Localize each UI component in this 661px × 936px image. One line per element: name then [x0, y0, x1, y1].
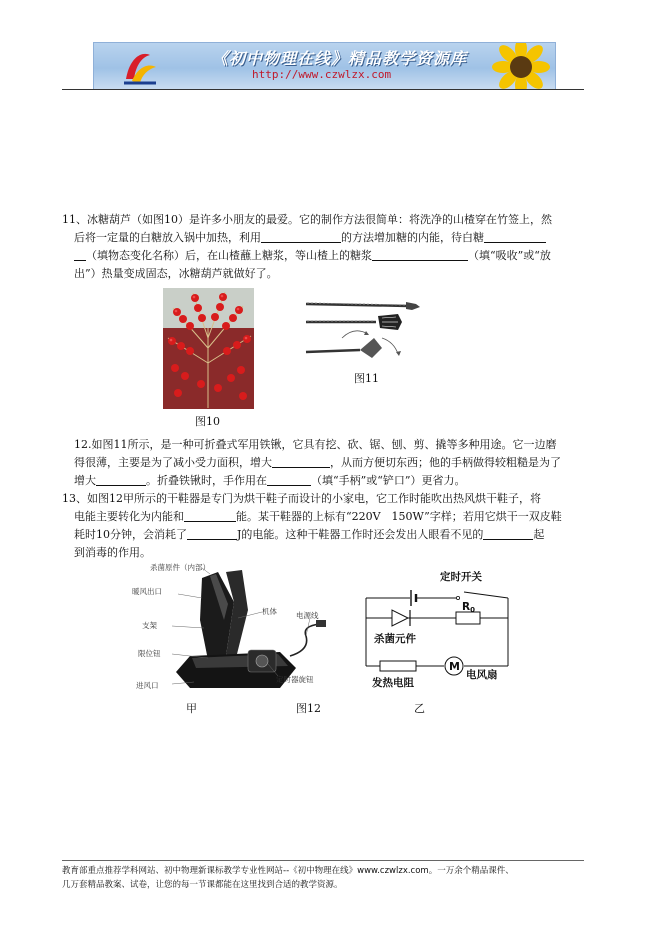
label-fan: 电风扇 — [466, 669, 498, 681]
label-limit: 限位钮 — [138, 649, 161, 658]
fig11-folding-shovel-diagram — [302, 298, 424, 368]
q13-blank1[interactable] — [184, 509, 236, 522]
label-heater: 发热电阻 — [372, 677, 414, 689]
fig12a-caption: 甲 — [186, 702, 197, 715]
q13-blank2[interactable] — [187, 527, 237, 540]
label-r0: R0 — [462, 601, 475, 614]
footer-line1: 教育部重点推荐学科网站、初中物理新课标教学专业性网站--《初中物理在线》www.czwlzx.com。一万余个精品课件、 — [62, 866, 514, 876]
q13-blank3[interactable] — [483, 527, 533, 540]
site-logo-icon — [120, 47, 160, 87]
footer-line2: 几万套精品教案、试卷，让您的每一节课都能在这里找到合适的教学资源。 — [62, 880, 343, 890]
q11-line2: 后将一定量的白糖放入锅中加热，利用 的方法增加糖的内能，待白糖 — [74, 229, 546, 247]
heater-resistor — [380, 661, 416, 671]
label-timer-knob: 定时器旋钮 — [276, 675, 314, 684]
fig11-caption: 图11 — [354, 372, 379, 385]
label-timer-switch: 定时开关 — [440, 571, 482, 583]
diode-symbol — [392, 610, 408, 626]
q13-line2: 电能主要转化为内能和 能。某干鞋器的上标有“220V 150W”字样；若用它烘干一双皮鞋 — [74, 510, 562, 523]
q12-line2: 得很薄，主要是为了减小受力面积，增大 ，从而方便切东西；他的手柄做得较粗糙是为了 — [74, 456, 561, 469]
q11-line4: 出”）热量变成固态，冰糖葫芦就做好了。 — [74, 267, 278, 280]
q11-line3: （填物态变化名称）后，在山楂蘸上糖浆，等山楂上的糖浆 （填“吸收”或“放 — [74, 247, 551, 265]
q12-line1: 12.如图11所示，是一种可折叠式军用铁锹，它具有挖、砍、锯、刨、剪、撬等多种用途。它一边磨 — [74, 438, 557, 451]
q12-blank2[interactable] — [96, 473, 146, 486]
motor-label: M — [449, 660, 460, 673]
q11-blank2b[interactable] — [74, 248, 86, 261]
fig12b-caption: 乙 — [414, 702, 425, 715]
q12-blank3[interactable] — [267, 473, 311, 486]
resistor-r0 — [456, 612, 480, 624]
label-sterilize-element: 杀菌元件 — [374, 633, 416, 645]
label-body: 机体 — [262, 607, 277, 616]
label-outlet: 暖风出口 — [132, 587, 162, 596]
header-rule — [62, 89, 584, 90]
footer-text — [62, 864, 514, 892]
q11-blank3[interactable] — [372, 248, 468, 261]
q12-blank1[interactable] — [272, 455, 330, 468]
banner-url[interactable]: http://www.czwlzx.com — [252, 68, 392, 81]
switch-contact — [456, 596, 459, 599]
fig10-caption: 图10 — [195, 415, 220, 428]
q11-line1: 11、冰糖葫芦（如图10）是许多小朋友的最爱。它的制作方法很简单：将洗净的山楂穿在竹签上，然 — [62, 213, 552, 226]
q11-blank2a[interactable] — [484, 230, 546, 243]
fig12a-shoe-dryer-photo — [130, 560, 350, 695]
q13-line4: 到消毒的作用。 — [74, 546, 151, 559]
q13-line1: 13、如图12甲所示的干鞋器是专门为烘干鞋子而设计的小家电，它工作时能吹出热风烘干鞋子，将 — [62, 492, 541, 505]
sunflower-icon — [491, 42, 551, 90]
q13-line3: 耗时10分钟，会消耗了 J的电能。这种干鞋器工作时还会发出人眼看不见的 起 — [74, 528, 545, 541]
banner-title: 《初中物理在线》精品教学资源库 — [212, 49, 468, 68]
q12-line3: 增大 。折叠铁锹时，手作用在 （填“手柄”或“铲口”）更省力。 — [74, 474, 466, 487]
fig12b-circuit-diagram — [360, 566, 520, 690]
fig10-candied-haws-photo — [163, 288, 254, 409]
label-cord: 电源线 — [296, 611, 319, 620]
fig12-caption: 图12 — [296, 702, 321, 715]
q11-blank1[interactable] — [261, 230, 341, 243]
label-sterilizer: 杀菌原件（内部） — [150, 563, 210, 572]
header-banner — [93, 42, 556, 90]
footer-rule — [62, 860, 584, 861]
label-stand: 支架 — [142, 621, 157, 630]
label-inlet: 进风口 — [136, 681, 159, 690]
